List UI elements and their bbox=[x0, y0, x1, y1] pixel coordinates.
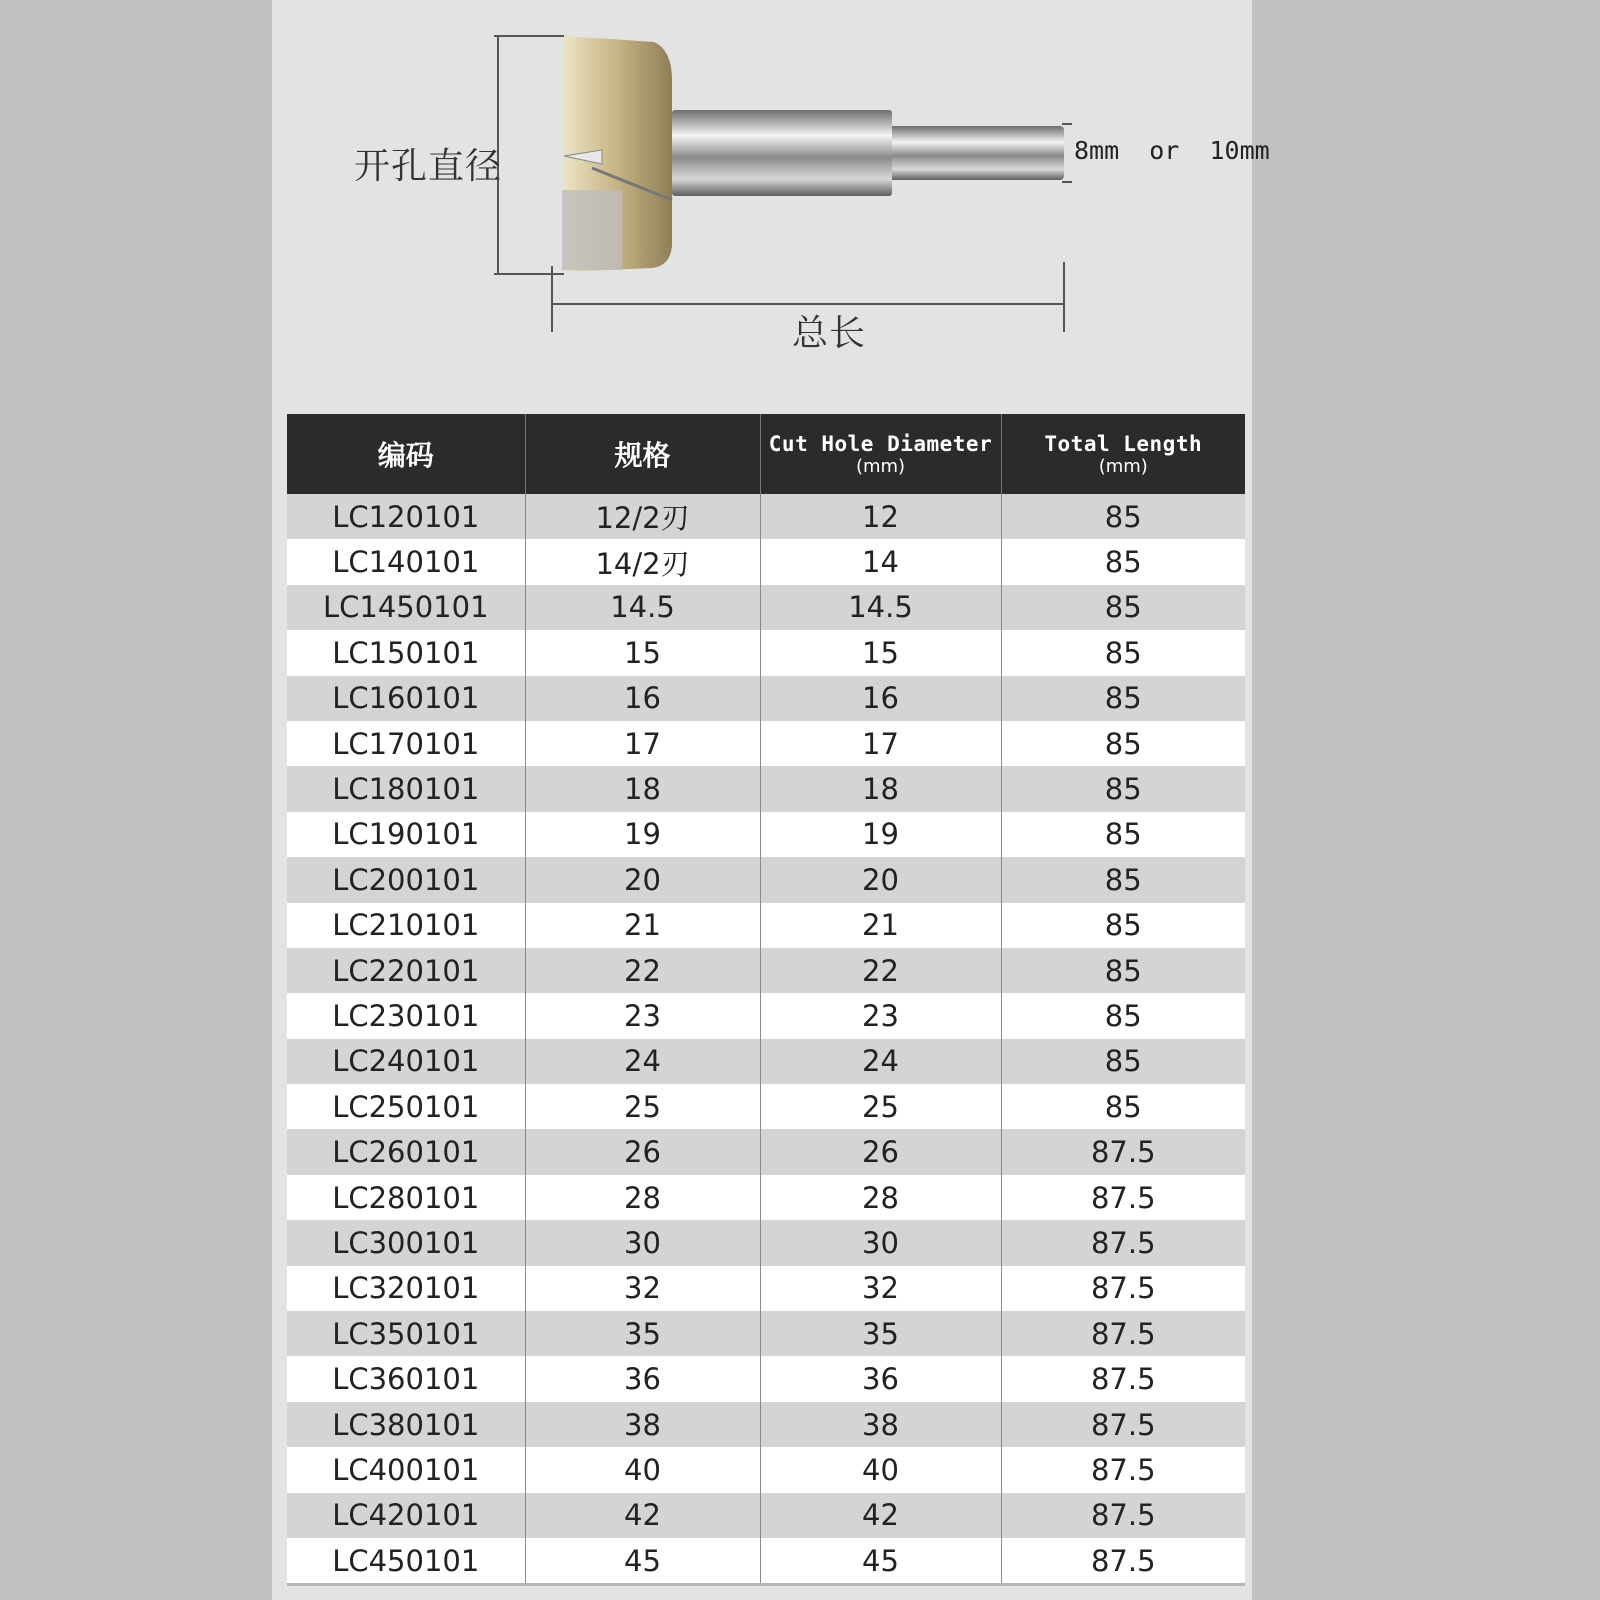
code-cell: LC450101 bbox=[287, 1538, 525, 1585]
code-cell: LC260101 bbox=[287, 1129, 525, 1174]
length-cell: 85 bbox=[1001, 857, 1245, 902]
diameter-cell: 32 bbox=[760, 1266, 1001, 1311]
table-row bbox=[287, 1356, 1245, 1401]
header-total-length: Total Length (mm) bbox=[1001, 414, 1245, 494]
length-cell: 85 bbox=[1001, 993, 1245, 1038]
spec-cell: 24 bbox=[525, 1039, 760, 1084]
table-row bbox=[287, 630, 1245, 675]
table-row bbox=[287, 948, 1245, 993]
code-cell: LC320101 bbox=[287, 1266, 525, 1311]
table-header-row bbox=[287, 414, 1245, 494]
header-code: 编码 bbox=[287, 414, 525, 494]
spec-cell: 14/2刃 bbox=[525, 539, 760, 584]
length-cell: 85 bbox=[1001, 1039, 1245, 1084]
length-cell: 87.5 bbox=[1001, 1129, 1245, 1174]
diameter-cell: 20 bbox=[760, 857, 1001, 902]
spec-cell: 21 bbox=[525, 903, 760, 948]
length-cell: 85 bbox=[1001, 494, 1245, 539]
length-cell: 87.5 bbox=[1001, 1311, 1245, 1356]
length-cell: 87.5 bbox=[1001, 1493, 1245, 1538]
table-row bbox=[287, 1129, 1245, 1174]
code-cell: LC230101 bbox=[287, 993, 525, 1038]
spec-cell: 15 bbox=[525, 630, 760, 675]
diameter-cell: 30 bbox=[760, 1220, 1001, 1265]
drill-bit-diagram bbox=[272, 0, 1270, 400]
spec-cell: 20 bbox=[525, 857, 760, 902]
diameter-cell: 36 bbox=[760, 1356, 1001, 1401]
spec-cell: 45 bbox=[525, 1538, 760, 1585]
code-cell: LC150101 bbox=[287, 630, 525, 675]
diameter-cell: 21 bbox=[760, 903, 1001, 948]
diameter-cell: 26 bbox=[760, 1129, 1001, 1174]
diameter-cell: 28 bbox=[760, 1175, 1001, 1220]
diameter-cell: 23 bbox=[760, 993, 1001, 1038]
diameter-cell: 45 bbox=[760, 1538, 1001, 1585]
diameter-cell: 19 bbox=[760, 812, 1001, 857]
header-cut-hole-diameter: Cut Hole Diameter (mm) bbox=[760, 414, 1001, 494]
diameter-cell: 14 bbox=[760, 539, 1001, 584]
code-cell: LC420101 bbox=[287, 1493, 525, 1538]
length-cell: 87.5 bbox=[1001, 1266, 1245, 1311]
spec-cell: 16 bbox=[525, 676, 760, 721]
table-row bbox=[287, 812, 1245, 857]
total-length-label: 总长 bbox=[792, 313, 867, 354]
table-row bbox=[287, 1538, 1245, 1585]
code-cell: LC350101 bbox=[287, 1311, 525, 1356]
code-cell: LC170101 bbox=[287, 721, 525, 766]
length-cell: 85 bbox=[1001, 539, 1245, 584]
table-row bbox=[287, 1493, 1245, 1538]
table-row bbox=[287, 1220, 1245, 1265]
code-cell: LC300101 bbox=[287, 1220, 525, 1265]
diameter-cell: 42 bbox=[760, 1493, 1001, 1538]
table-row bbox=[287, 903, 1245, 948]
length-cell: 85 bbox=[1001, 812, 1245, 857]
spec-cell: 30 bbox=[525, 1220, 760, 1265]
code-cell: LC120101 bbox=[287, 494, 525, 539]
header-spec: 规格 bbox=[525, 414, 760, 494]
code-cell: LC280101 bbox=[287, 1175, 525, 1220]
spec-cell: 35 bbox=[525, 1311, 760, 1356]
table-row bbox=[287, 1175, 1245, 1220]
table-row bbox=[287, 1311, 1245, 1356]
code-cell: LC180101 bbox=[287, 766, 525, 811]
spec-cell: 42 bbox=[525, 1493, 760, 1538]
table-row bbox=[287, 585, 1245, 630]
length-cell: 87.5 bbox=[1001, 1538, 1245, 1585]
code-cell: LC210101 bbox=[287, 903, 525, 948]
spec-cell: 38 bbox=[525, 1402, 760, 1447]
spec-cell: 28 bbox=[525, 1175, 760, 1220]
diameter-cell: 12 bbox=[760, 494, 1001, 539]
spec-cell: 25 bbox=[525, 1084, 760, 1129]
code-cell: LC400101 bbox=[287, 1447, 525, 1492]
table-row bbox=[287, 1402, 1245, 1447]
length-cell: 85 bbox=[1001, 721, 1245, 766]
drill-bit-illustration bbox=[272, 0, 1252, 400]
spec-cell: 22 bbox=[525, 948, 760, 993]
diameter-cell: 35 bbox=[760, 1311, 1001, 1356]
code-cell: LC1450101 bbox=[287, 585, 525, 630]
diameter-cell: 17 bbox=[760, 721, 1001, 766]
code-cell: LC190101 bbox=[287, 812, 525, 857]
spec-table bbox=[287, 414, 1245, 1586]
table-body bbox=[287, 494, 1245, 1585]
diameter-cell: 15 bbox=[760, 630, 1001, 675]
diameter-cell: 16 bbox=[760, 676, 1001, 721]
length-cell: 87.5 bbox=[1001, 1402, 1245, 1447]
code-cell: LC240101 bbox=[287, 1039, 525, 1084]
spec-cell: 18 bbox=[525, 766, 760, 811]
length-cell: 85 bbox=[1001, 766, 1245, 811]
spec-cell: 36 bbox=[525, 1356, 760, 1401]
spec-cell: 17 bbox=[525, 721, 760, 766]
table-row bbox=[287, 1084, 1245, 1129]
length-cell: 85 bbox=[1001, 903, 1245, 948]
spec-cell: 32 bbox=[525, 1266, 760, 1311]
table-row bbox=[287, 494, 1245, 539]
spec-cell: 26 bbox=[525, 1129, 760, 1174]
product-panel bbox=[272, 0, 1270, 1600]
table-row bbox=[287, 766, 1245, 811]
table-row bbox=[287, 857, 1245, 902]
table-row bbox=[287, 1266, 1245, 1311]
diameter-cell: 22 bbox=[760, 948, 1001, 993]
table-row bbox=[287, 539, 1245, 584]
length-cell: 85 bbox=[1001, 630, 1245, 675]
diameter-cell: 40 bbox=[760, 1447, 1001, 1492]
diameter-cell: 14.5 bbox=[760, 585, 1001, 630]
cut-hole-diameter-label: 开孔直径 bbox=[354, 146, 503, 187]
code-cell: LC380101 bbox=[287, 1402, 525, 1447]
length-cell: 85 bbox=[1001, 585, 1245, 630]
table-row bbox=[287, 676, 1245, 721]
length-cell: 87.5 bbox=[1001, 1356, 1245, 1401]
length-cell: 85 bbox=[1001, 948, 1245, 993]
code-cell: LC200101 bbox=[287, 857, 525, 902]
spec-cell: 40 bbox=[525, 1447, 760, 1492]
diameter-cell: 25 bbox=[760, 1084, 1001, 1129]
code-cell: LC360101 bbox=[287, 1356, 525, 1401]
length-cell: 87.5 bbox=[1001, 1175, 1245, 1220]
length-cell: 87.5 bbox=[1001, 1220, 1245, 1265]
table-row bbox=[287, 1447, 1245, 1492]
spec-cell: 23 bbox=[525, 993, 760, 1038]
length-cell: 85 bbox=[1001, 1084, 1245, 1129]
code-cell: LC250101 bbox=[287, 1084, 525, 1129]
length-cell: 85 bbox=[1001, 676, 1245, 721]
diameter-cell: 24 bbox=[760, 1039, 1001, 1084]
diameter-cell: 38 bbox=[760, 1402, 1001, 1447]
table-row bbox=[287, 1039, 1245, 1084]
table-row bbox=[287, 721, 1245, 766]
spec-cell: 12/2刃 bbox=[525, 494, 760, 539]
table-row bbox=[287, 993, 1245, 1038]
spec-cell: 14.5 bbox=[525, 585, 760, 630]
code-cell: LC160101 bbox=[287, 676, 525, 721]
code-cell: LC140101 bbox=[287, 539, 525, 584]
diameter-cell: 18 bbox=[760, 766, 1001, 811]
spec-cell: 19 bbox=[525, 812, 760, 857]
shank-size-label: 8mm or 10mm bbox=[1074, 136, 1270, 165]
length-cell: 87.5 bbox=[1001, 1447, 1245, 1492]
code-cell: LC220101 bbox=[287, 948, 525, 993]
